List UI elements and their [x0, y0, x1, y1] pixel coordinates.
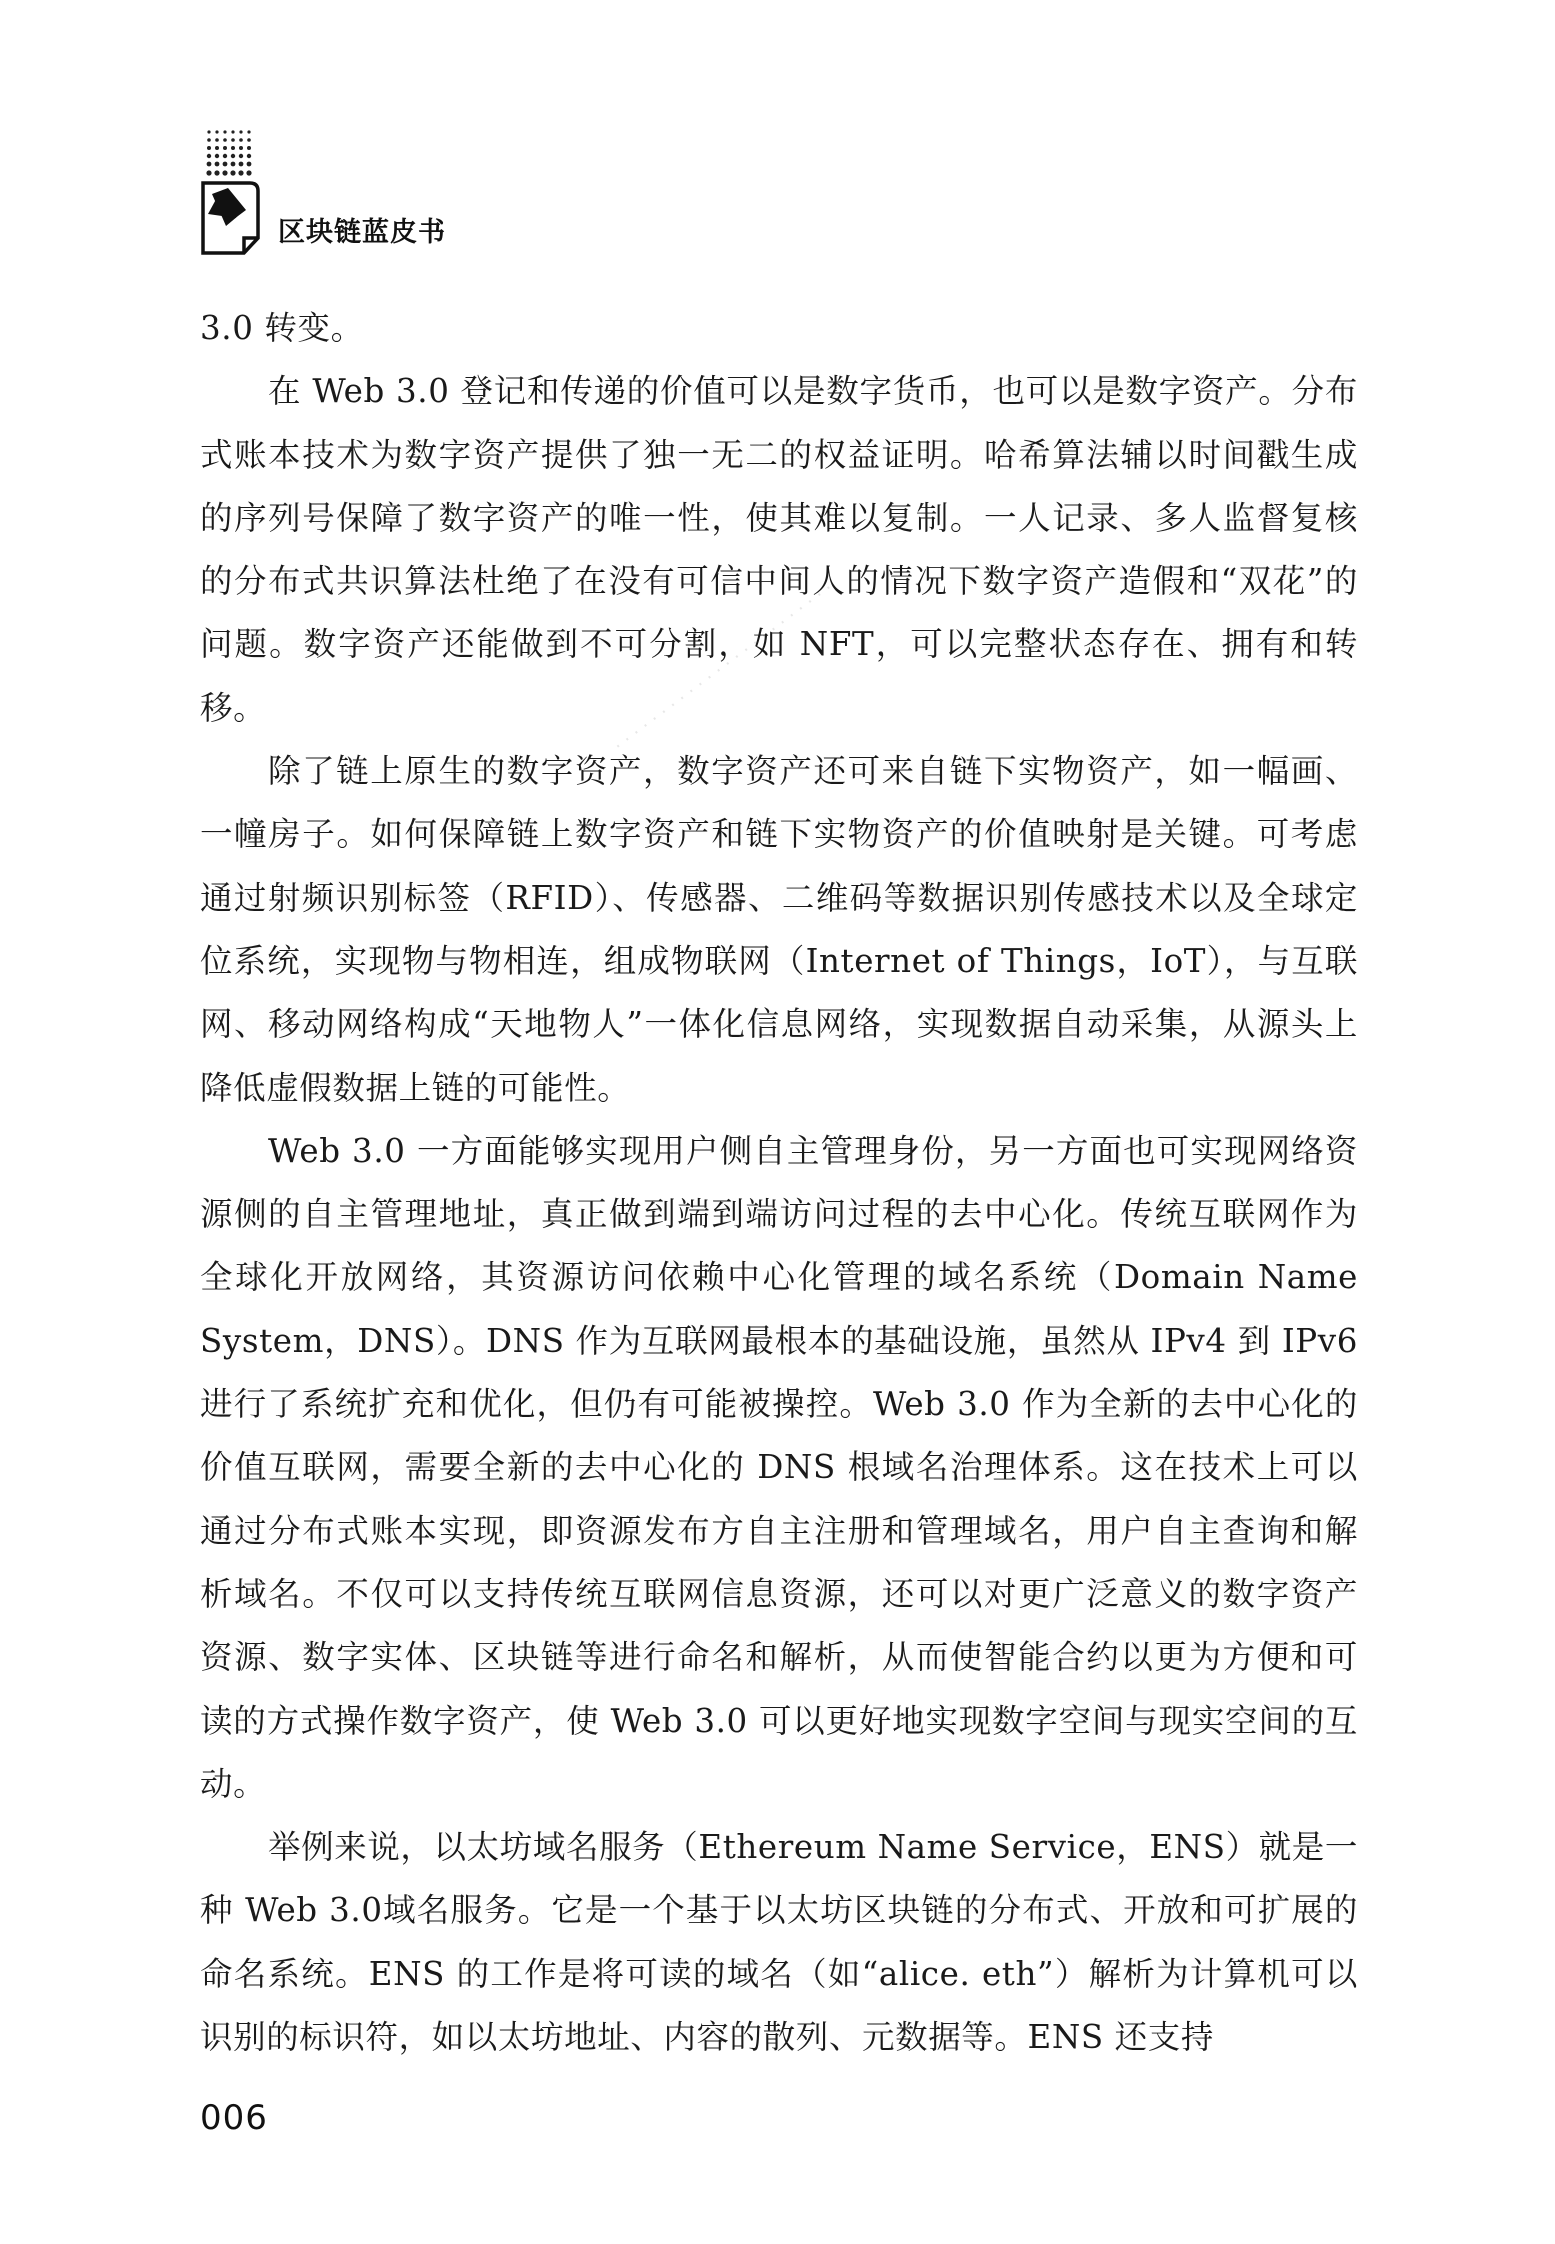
paragraph: Web 3.0 一方面能够实现用户侧自主管理身份，另一方面也可实现网络资源侧的自主管理地址，真正做到端到端访问过程的去中心化。传统互联网作为全球化开放网络，其资源访问依赖中心化管理的域名系统（Domain Name System，DNS）。DNS 作为互联网最根本的基础设施，虽然从 IPv4 到 IPv6 进行了系统扩充和优化，但仍有可能被操控。Web 3.0 作为全新的去中心化的价值互联网，需要全新的去中心化的 DNS 根域名治理体系。这在技术上可以通过分布式账本实现，即资源发布方自主注册和管理域名，用户自主查询和解析域名。不仅可以支持传统互联网信息资源，还可以对更广泛意义的数字资产资源、数字实体、区块链等进行命名和解析，从而使智能合约以更为方便和可读的方式操作数字资产，使 Web 3.0 可以更好地实现数字空间与现实空间的互动。 — [200, 1131, 1358, 1803]
paragraph: 3.0 转变。 — [200, 309, 364, 347]
running-header — [200, 128, 600, 268]
document-arrow-icon — [200, 180, 262, 256]
paragraph: 在 Web 3.0 登记和传递的价值可以是数字货币，也可以是数字资产。分布式账本技术为数字资产提供了独一无二的权益证明。哈希算法辅以时间戳生成的序列号保障了数字资产的唯一性，使其难以复制。一人记录、多人监督复核的分布式共识算法杜绝了在没有可信中间人的情况下数字资产造假和“双花”的问题。数字资产还能做到不可分割，如 NFT，可以完整状态存在、拥有和转移。 — [200, 372, 1358, 727]
paragraph: 除了链上原生的数字资产，数字资产还可来自链下实物资产，如一幅画、一幢房子。如何保障链上数字资产和链下实物资产的价值映射是关键。可考虑通过射频识别标签（RFID）、传感器、二维码等数据识别传感技术以及全球定位系统，实现物与物相连，组成物联网（Internet of Things，IoT），与互联网、移动网络构成“天地物人”一体化信息网络，实现数据自动采集，从源头上降低虚假数据上链的可能性。 — [200, 752, 1358, 1107]
paragraph: 举例来说，以太坊域名服务（Ethereum Name Service，ENS）就是一种 Web 3.0域名服务。它是一个基于以太坊区块链的分布式、开放和可扩展的命名系统。ENS 的工作是将可读的域名（如“alice. eth”）解析为计算机可以识别的标识符，如以太坊地址、内容的散列、元数据等。ENS 还支持 — [200, 1828, 1358, 2057]
watermark: · · · · · · · · · · · · · · · · · · · · · · · · — [610, 578, 838, 757]
page-number: 006 — [200, 2098, 268, 2138]
body-text — [200, 297, 1358, 2069]
dot-grid-icon — [204, 128, 254, 178]
series-title: 区块链蓝皮书 — [278, 217, 446, 248]
